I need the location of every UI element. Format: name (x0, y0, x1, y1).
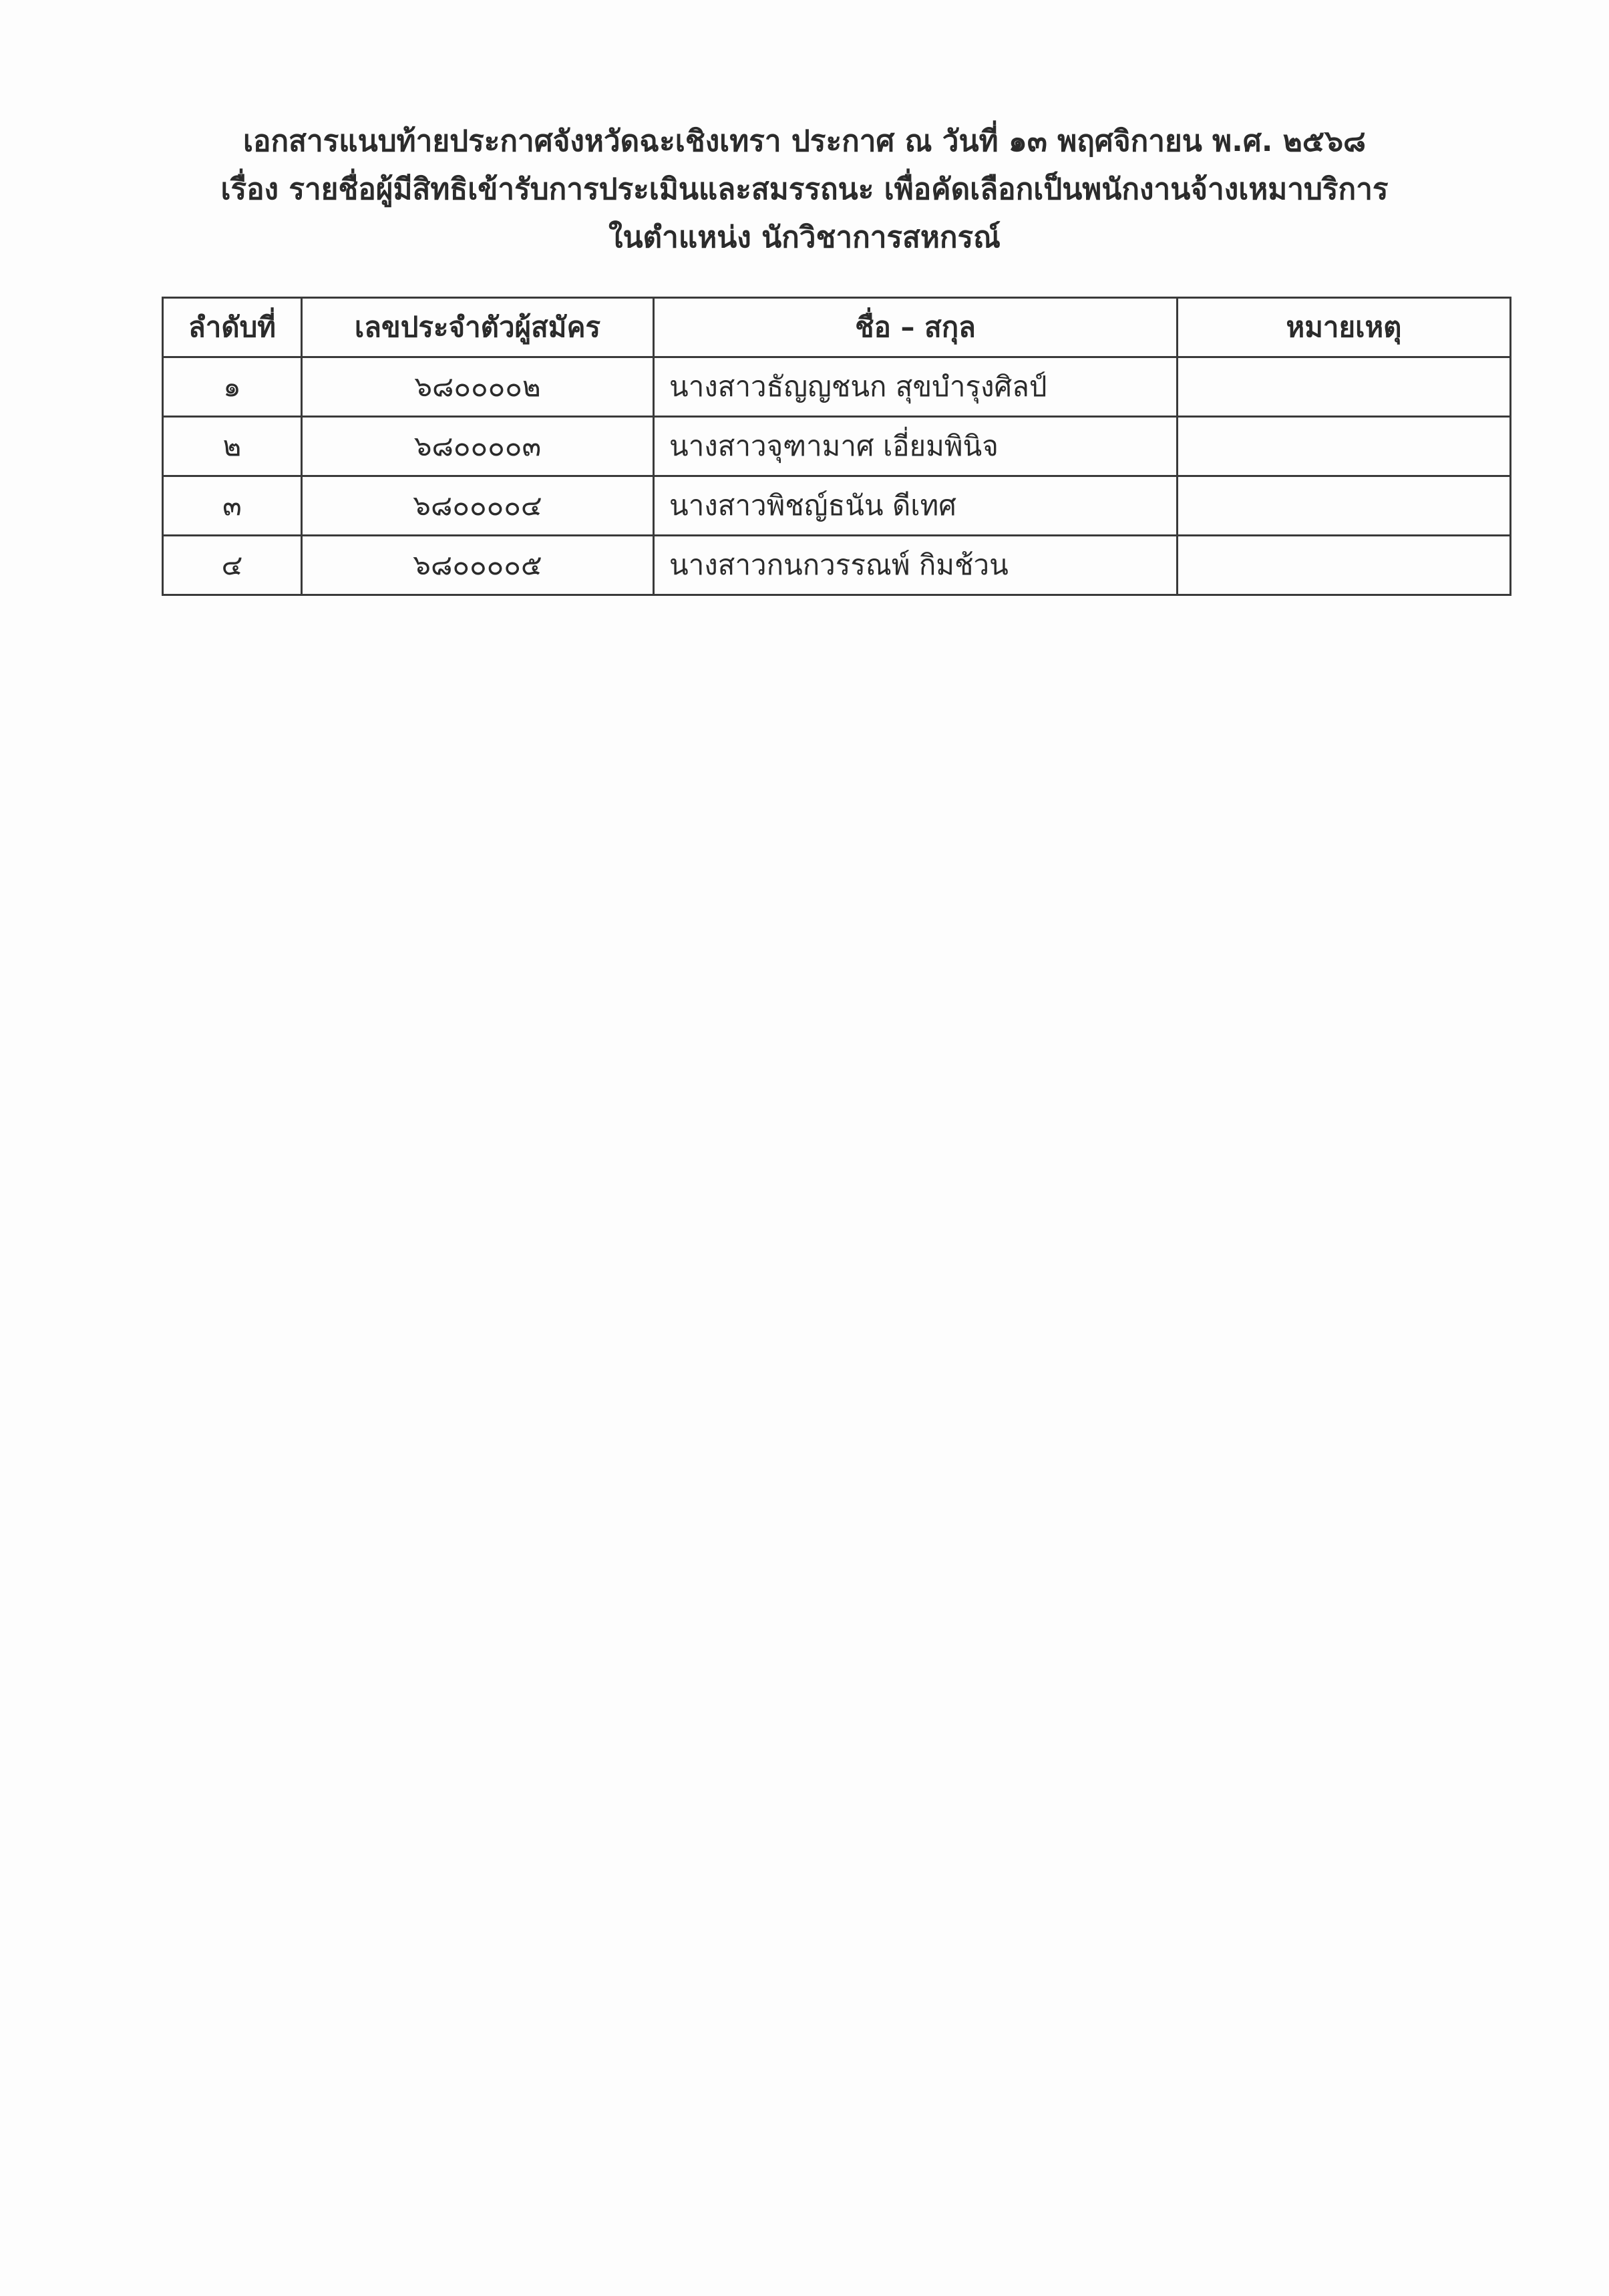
cell-name: นางสาวจุฑามาศ เอี่ยมพินิจ (654, 417, 1178, 476)
document-heading-line-1: เอกสารแนบท้ายประกาศจังหวัดฉะเชิงเทรา ประกาศ ณ วันที่ ๑๓ พฤศจิกายน พ.ศ. ๒๕๖๘ (243, 124, 1366, 158)
cell-name: นางสาวพิชญ์ธนัน ดีเทศ (654, 476, 1178, 536)
cell-remark (1178, 417, 1511, 476)
cell-remark (1178, 476, 1511, 536)
document-heading-line-2: เรื่อง รายชื่อผู้มีสิทธิเข้ารับการประเมินและสมรรถนะ เพื่อคัดเลือกเป็นพนักงานจ้างเหมาบริการ (220, 172, 1389, 206)
column-header-applicant-id: เลขประจำตัวผู้สมัคร (302, 298, 654, 357)
cell-no: ๔ (163, 536, 302, 595)
cell-no: ๒ (163, 417, 302, 476)
table-row (163, 357, 1511, 417)
cell-name: นางสาวกนกวรรณพ์ กิมช้วน (654, 536, 1178, 595)
table-header-row (163, 298, 1511, 357)
table-row (163, 536, 1511, 595)
cell-remark (1178, 357, 1511, 417)
table-row (163, 417, 1511, 476)
cell-applicant-id: ๖๘๐๐๐๐๓ (302, 417, 654, 476)
document-heading-line-3: ในตำแหน่ง นักวิชาการสหกรณ์ (608, 220, 1001, 255)
column-header-remark: หมายเหตุ (1178, 298, 1511, 357)
applicant-table (162, 297, 1511, 596)
cell-applicant-id: ๖๘๐๐๐๐๒ (302, 357, 654, 417)
column-header-name: ชื่อ – สกุล (654, 298, 1178, 357)
cell-remark (1178, 536, 1511, 595)
cell-applicant-id: ๖๘๐๐๐๐๔ (302, 476, 654, 536)
cell-no: ๑ (163, 357, 302, 417)
cell-no: ๓ (163, 476, 302, 536)
column-header-no: ลำดับที่ (163, 298, 302, 357)
table-row (163, 476, 1511, 536)
cell-applicant-id: ๖๘๐๐๐๐๕ (302, 536, 654, 595)
cell-name: นางสาวธัญญชนก สุขบำรุงศิลป์ (654, 357, 1178, 417)
